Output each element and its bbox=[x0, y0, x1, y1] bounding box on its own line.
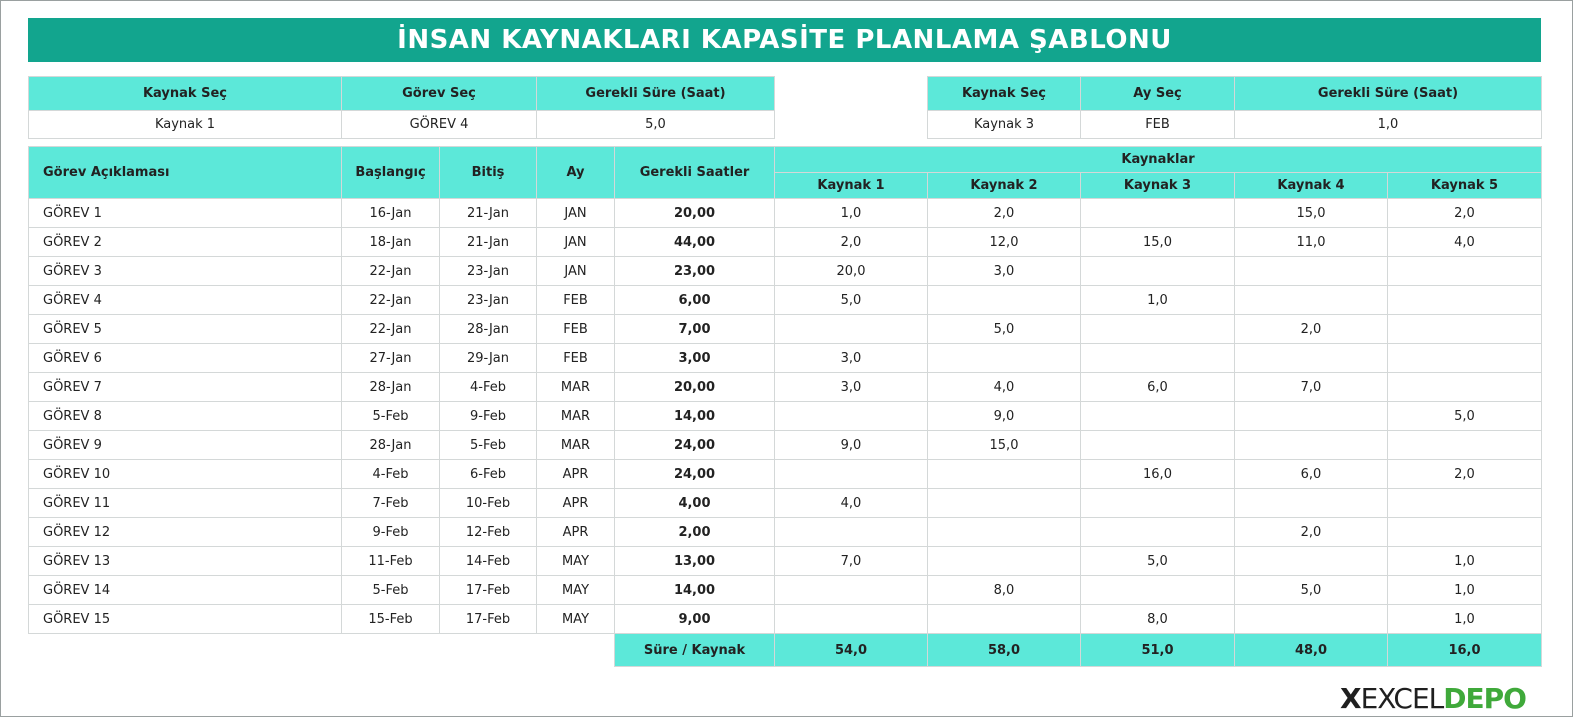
cell-start[interactable]: 28-Jan bbox=[342, 431, 440, 460]
col-header-month: Ay bbox=[537, 147, 615, 199]
cell-res1[interactable] bbox=[775, 460, 928, 489]
cell-res1[interactable]: 3,0 bbox=[775, 373, 928, 402]
cell-res3[interactable]: 15,0 bbox=[1081, 228, 1235, 257]
cell-required[interactable]: 9,00 bbox=[615, 605, 775, 634]
cell-task[interactable]: GÖREV 10 bbox=[29, 460, 342, 489]
cell-res2[interactable]: 3,0 bbox=[928, 257, 1081, 286]
cell-res1[interactable]: 5,0 bbox=[775, 286, 928, 315]
cell-start[interactable]: 4-Feb bbox=[342, 460, 440, 489]
cell-start[interactable]: 16-Jan bbox=[342, 199, 440, 228]
cell-month[interactable]: MAR bbox=[537, 402, 615, 431]
cell-required[interactable]: 44,00 bbox=[615, 228, 775, 257]
cell-res2[interactable] bbox=[928, 489, 1081, 518]
cell-start[interactable]: 28-Jan bbox=[342, 373, 440, 402]
cell-res5[interactable]: 1,0 bbox=[1388, 576, 1542, 605]
cell-task[interactable]: GÖREV 8 bbox=[29, 402, 342, 431]
selector1-resource-cell[interactable]: Kaynak 1 bbox=[29, 111, 342, 139]
cell-month[interactable]: MAY bbox=[537, 576, 615, 605]
col-header-resource-4: Kaynak 4 bbox=[1235, 173, 1388, 199]
col-header-required: Gerekli Saatler bbox=[615, 147, 775, 199]
selector2-header-month: Ay Seç bbox=[1081, 77, 1235, 111]
cell-required[interactable]: 14,00 bbox=[615, 576, 775, 605]
cell-month[interactable]: MAY bbox=[537, 547, 615, 576]
table-row bbox=[29, 373, 1542, 402]
cell-res5[interactable] bbox=[1388, 257, 1542, 286]
table-row bbox=[29, 489, 1542, 518]
table-row bbox=[29, 199, 1542, 228]
excel-depo-logo bbox=[1340, 681, 1562, 715]
cell-res2[interactable]: 8,0 bbox=[928, 576, 1081, 605]
cell-res5[interactable] bbox=[1388, 373, 1542, 402]
capacity-table bbox=[28, 146, 1542, 667]
cell-end[interactable]: 21-Jan bbox=[440, 228, 537, 257]
page-title: İNSAN KAYNAKLARI KAPASİTE PLANLAMA ŞABLONU bbox=[28, 18, 1541, 62]
totals-spacer bbox=[29, 634, 615, 667]
selector2-header-resource: Kaynak Seç bbox=[928, 77, 1081, 111]
cell-end[interactable]: 12-Feb bbox=[440, 518, 537, 547]
cell-end[interactable]: 28-Jan bbox=[440, 315, 537, 344]
selector1-hours-cell: 5,0 bbox=[537, 111, 775, 139]
cell-task[interactable]: GÖREV 6 bbox=[29, 344, 342, 373]
total-resource-4: 48,0 bbox=[1235, 634, 1388, 667]
cell-start[interactable]: 27-Jan bbox=[342, 344, 440, 373]
logo-excel: EXCEL bbox=[1360, 681, 1444, 715]
cell-required[interactable]: 20,00 bbox=[615, 199, 775, 228]
cell-task[interactable]: GÖREV 5 bbox=[29, 315, 342, 344]
cell-start[interactable]: 22-Jan bbox=[342, 257, 440, 286]
cell-month[interactable]: APR bbox=[537, 518, 615, 547]
cell-res1[interactable]: 1,0 bbox=[775, 199, 928, 228]
col-header-end: Bitiş bbox=[440, 147, 537, 199]
cell-res1[interactable]: 4,0 bbox=[775, 489, 928, 518]
table-row bbox=[29, 605, 1542, 634]
cell-start[interactable]: 5-Feb bbox=[342, 576, 440, 605]
cell-task[interactable]: GÖREV 3 bbox=[29, 257, 342, 286]
totals-label: Süre / Kaynak bbox=[615, 634, 775, 667]
cell-res3[interactable]: 16,0 bbox=[1081, 460, 1235, 489]
table-row bbox=[29, 576, 1542, 605]
cell-res3[interactable]: 6,0 bbox=[1081, 373, 1235, 402]
cell-res4[interactable]: 2,0 bbox=[1235, 518, 1388, 547]
cell-res2[interactable]: 12,0 bbox=[928, 228, 1081, 257]
cell-month[interactable]: FEB bbox=[537, 286, 615, 315]
logo-depo: DEPO bbox=[1443, 681, 1526, 715]
cell-required[interactable]: 20,00 bbox=[615, 373, 775, 402]
cell-required[interactable]: 3,00 bbox=[615, 344, 775, 373]
cell-res2[interactable] bbox=[928, 547, 1081, 576]
cell-required[interactable]: 23,00 bbox=[615, 257, 775, 286]
cell-res5[interactable]: 2,0 bbox=[1388, 199, 1542, 228]
cell-res1[interactable]: 2,0 bbox=[775, 228, 928, 257]
cell-res2[interactable]: 2,0 bbox=[928, 199, 1081, 228]
cell-required[interactable]: 13,00 bbox=[615, 547, 775, 576]
col-header-start: Başlangıç bbox=[342, 147, 440, 199]
cell-start[interactable]: 11-Feb bbox=[342, 547, 440, 576]
total-resource-5: 16,0 bbox=[1388, 634, 1542, 667]
cell-res2[interactable] bbox=[928, 344, 1081, 373]
cell-res3[interactable] bbox=[1081, 402, 1235, 431]
cell-end[interactable]: 6-Feb bbox=[440, 460, 537, 489]
cell-start[interactable]: 9-Feb bbox=[342, 518, 440, 547]
cell-res3[interactable] bbox=[1081, 199, 1235, 228]
total-resource-1: 54,0 bbox=[775, 634, 928, 667]
cell-res3[interactable] bbox=[1081, 489, 1235, 518]
selector1-header-hours: Gerekli Süre (Saat) bbox=[537, 77, 775, 111]
cell-res1[interactable] bbox=[775, 576, 928, 605]
cell-res3[interactable] bbox=[1081, 576, 1235, 605]
cell-task[interactable]: GÖREV 7 bbox=[29, 373, 342, 402]
cell-start[interactable]: 22-Jan bbox=[342, 286, 440, 315]
cell-res2[interactable]: 5,0 bbox=[928, 315, 1081, 344]
cell-task[interactable]: GÖREV 15 bbox=[29, 605, 342, 634]
cell-start[interactable]: 5-Feb bbox=[342, 402, 440, 431]
selector1-header-task: Görev Seç bbox=[342, 77, 537, 111]
cell-res4[interactable] bbox=[1235, 286, 1388, 315]
cell-res3[interactable]: 8,0 bbox=[1081, 605, 1235, 634]
selector-resource-task bbox=[28, 76, 775, 139]
cell-start[interactable]: 15-Feb bbox=[342, 605, 440, 634]
cell-res5[interactable] bbox=[1388, 344, 1542, 373]
cell-end[interactable]: 9-Feb bbox=[440, 402, 537, 431]
selector2-resource-cell[interactable]: Kaynak 3 bbox=[928, 111, 1081, 139]
total-resource-2: 58,0 bbox=[928, 634, 1081, 667]
cell-end[interactable]: 17-Feb bbox=[440, 576, 537, 605]
cell-task[interactable]: GÖREV 12 bbox=[29, 518, 342, 547]
col-header-resource-2: Kaynak 2 bbox=[928, 173, 1081, 199]
cell-month[interactable]: JAN bbox=[537, 199, 615, 228]
cell-end[interactable]: 23-Jan bbox=[440, 286, 537, 315]
cell-res4[interactable]: 2,0 bbox=[1235, 315, 1388, 344]
col-header-resource-5: Kaynak 5 bbox=[1388, 173, 1542, 199]
cell-res1[interactable]: 20,0 bbox=[775, 257, 928, 286]
col-header-task: Görev Açıklaması bbox=[29, 147, 342, 199]
cell-res5[interactable]: 1,0 bbox=[1388, 605, 1542, 634]
cell-required[interactable]: 7,00 bbox=[615, 315, 775, 344]
cell-res5[interactable] bbox=[1388, 431, 1542, 460]
cell-res3[interactable] bbox=[1081, 344, 1235, 373]
table-row bbox=[29, 315, 1542, 344]
cell-required[interactable]: 24,00 bbox=[615, 460, 775, 489]
cell-res5[interactable] bbox=[1388, 489, 1542, 518]
cell-res4[interactable]: 6,0 bbox=[1235, 460, 1388, 489]
selector2-header-hours: Gerekli Süre (Saat) bbox=[1235, 77, 1542, 111]
cell-end[interactable]: 14-Feb bbox=[440, 547, 537, 576]
table-row bbox=[29, 518, 1542, 547]
cell-start[interactable]: 18-Jan bbox=[342, 228, 440, 257]
cell-month[interactable]: FEB bbox=[537, 315, 615, 344]
cell-task[interactable]: GÖREV 14 bbox=[29, 576, 342, 605]
cell-res3[interactable] bbox=[1081, 257, 1235, 286]
table-row bbox=[29, 547, 1542, 576]
cell-res5[interactable]: 4,0 bbox=[1388, 228, 1542, 257]
cell-res4[interactable] bbox=[1235, 489, 1388, 518]
col-header-resources-group: Kaynaklar bbox=[775, 147, 1542, 173]
cell-res5[interactable] bbox=[1388, 286, 1542, 315]
cell-res2[interactable] bbox=[928, 605, 1081, 634]
cell-task[interactable]: GÖREV 9 bbox=[29, 431, 342, 460]
cell-res4[interactable] bbox=[1235, 547, 1388, 576]
selector2-hours-cell: 1,0 bbox=[1235, 111, 1542, 139]
cell-required[interactable]: 4,00 bbox=[615, 489, 775, 518]
cell-res4[interactable] bbox=[1235, 431, 1388, 460]
table-row bbox=[29, 286, 1542, 315]
cell-res4[interactable]: 11,0 bbox=[1235, 228, 1388, 257]
cell-task[interactable]: GÖREV 4 bbox=[29, 286, 342, 315]
selector2-month-cell[interactable]: FEB bbox=[1081, 111, 1235, 139]
cell-task[interactable]: GÖREV 1 bbox=[29, 199, 342, 228]
table-row bbox=[29, 257, 1542, 286]
logo-x: X bbox=[1340, 681, 1361, 715]
cell-required[interactable]: 24,00 bbox=[615, 431, 775, 460]
cell-res1[interactable] bbox=[775, 605, 928, 634]
cell-required[interactable]: 14,00 bbox=[615, 402, 775, 431]
cell-required[interactable]: 2,00 bbox=[615, 518, 775, 547]
cell-res4[interactable]: 7,0 bbox=[1235, 373, 1388, 402]
cell-task[interactable]: GÖREV 13 bbox=[29, 547, 342, 576]
cell-res4[interactable] bbox=[1235, 402, 1388, 431]
cell-res2[interactable] bbox=[928, 460, 1081, 489]
cell-month[interactable]: APR bbox=[537, 460, 615, 489]
cell-res1[interactable] bbox=[775, 315, 928, 344]
cell-end[interactable]: 4-Feb bbox=[440, 373, 537, 402]
cell-res3[interactable]: 5,0 bbox=[1081, 547, 1235, 576]
table-row bbox=[29, 402, 1542, 431]
cell-end[interactable]: 29-Jan bbox=[440, 344, 537, 373]
cell-res4[interactable] bbox=[1235, 605, 1388, 634]
col-header-resource-1: Kaynak 1 bbox=[775, 173, 928, 199]
cell-res4[interactable]: 15,0 bbox=[1235, 199, 1388, 228]
cell-res2[interactable]: 15,0 bbox=[928, 431, 1081, 460]
cell-res3[interactable] bbox=[1081, 315, 1235, 344]
cell-res4[interactable] bbox=[1235, 257, 1388, 286]
cell-task[interactable]: GÖREV 2 bbox=[29, 228, 342, 257]
cell-res1[interactable]: 9,0 bbox=[775, 431, 928, 460]
cell-res5[interactable]: 1,0 bbox=[1388, 547, 1542, 576]
cell-end[interactable]: 23-Jan bbox=[440, 257, 537, 286]
total-resource-3: 51,0 bbox=[1081, 634, 1235, 667]
cell-res5[interactable] bbox=[1388, 315, 1542, 344]
cell-month[interactable]: APR bbox=[537, 489, 615, 518]
cell-res5[interactable]: 5,0 bbox=[1388, 402, 1542, 431]
cell-res2[interactable] bbox=[928, 286, 1081, 315]
cell-res2[interactable] bbox=[928, 518, 1081, 547]
cell-res1[interactable]: 3,0 bbox=[775, 344, 928, 373]
selector1-task-cell[interactable]: GÖREV 4 bbox=[342, 111, 537, 139]
cell-required[interactable]: 6,00 bbox=[615, 286, 775, 315]
cell-res5[interactable] bbox=[1388, 518, 1542, 547]
cell-start[interactable]: 22-Jan bbox=[342, 315, 440, 344]
cell-res3[interactable] bbox=[1081, 518, 1235, 547]
table-row bbox=[29, 228, 1542, 257]
cell-end[interactable]: 10-Feb bbox=[440, 489, 537, 518]
cell-res2[interactable]: 4,0 bbox=[928, 373, 1081, 402]
selector-resource-month bbox=[927, 76, 1542, 139]
cell-month[interactable]: JAN bbox=[537, 257, 615, 286]
cell-month[interactable]: MAR bbox=[537, 373, 615, 402]
cell-res2[interactable]: 9,0 bbox=[928, 402, 1081, 431]
cell-month[interactable]: MAR bbox=[537, 431, 615, 460]
cell-task[interactable]: GÖREV 11 bbox=[29, 489, 342, 518]
cell-res4[interactable] bbox=[1235, 344, 1388, 373]
col-header-resource-3: Kaynak 3 bbox=[1081, 173, 1235, 199]
cell-res1[interactable]: 7,0 bbox=[775, 547, 928, 576]
cell-end[interactable]: 21-Jan bbox=[440, 199, 537, 228]
cell-end[interactable]: 17-Feb bbox=[440, 605, 537, 634]
cell-month[interactable]: FEB bbox=[537, 344, 615, 373]
cell-month[interactable]: MAY bbox=[537, 605, 615, 634]
cell-res1[interactable] bbox=[775, 402, 928, 431]
table-row bbox=[29, 460, 1542, 489]
table-row bbox=[29, 344, 1542, 373]
cell-month[interactable]: JAN bbox=[537, 228, 615, 257]
cell-res1[interactable] bbox=[775, 518, 928, 547]
cell-start[interactable]: 7-Feb bbox=[342, 489, 440, 518]
cell-res5[interactable]: 2,0 bbox=[1388, 460, 1542, 489]
cell-res4[interactable]: 5,0 bbox=[1235, 576, 1388, 605]
table-row bbox=[29, 431, 1542, 460]
selector1-header-resource: Kaynak Seç bbox=[29, 77, 342, 111]
cell-end[interactable]: 5-Feb bbox=[440, 431, 537, 460]
cell-res3[interactable]: 1,0 bbox=[1081, 286, 1235, 315]
cell-res3[interactable] bbox=[1081, 431, 1235, 460]
